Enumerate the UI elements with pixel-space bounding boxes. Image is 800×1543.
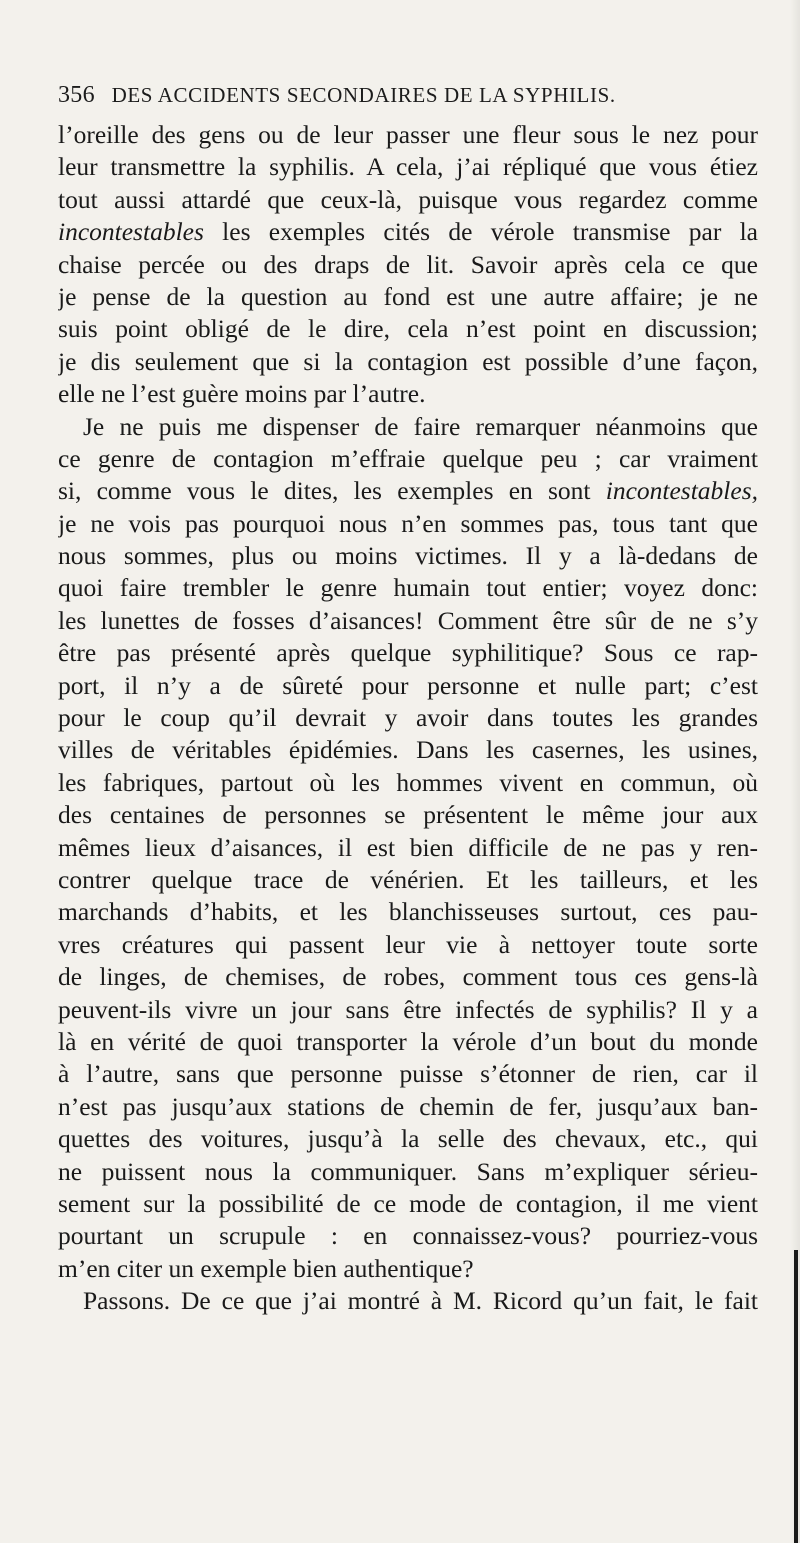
text-line (58, 475, 758, 507)
text-line (58, 1220, 758, 1252)
text-span: de linges, de chemises, de robes, comment tous ces gens-là (58, 962, 758, 992)
text-line (58, 1123, 758, 1155)
text-span: contrer quelque trace de vénérien. Et les tailleurs, et les (58, 864, 758, 894)
text-line (58, 961, 758, 993)
text-line (58, 1058, 758, 1090)
text-line (58, 281, 758, 313)
text-span: suis point obligé de le dire, cela n’est point en discussion; (58, 314, 758, 344)
text-span: les exemples cités de vérole transmise par la (203, 217, 758, 247)
binding-edge-mark (794, 1250, 798, 1543)
text-span: quoi faire trembler le genre humain tout entier; voyez donc: (58, 573, 758, 603)
text-span: Je ne puis me dispenser de faire remarquer néanmoins que (83, 411, 758, 441)
text-line (58, 1156, 758, 1188)
text-line (58, 637, 758, 669)
text-span: je dis seulement que si la contagion est possible d’une façon, (58, 346, 758, 376)
text-span: des centaines de personnes se présentent le même jour aux (58, 800, 758, 830)
text-span: je ne vois pas pourquoi nous n’en sommes pas, tous tant que (58, 508, 758, 538)
italic-text: incontestables (58, 217, 204, 247)
text-line (58, 443, 758, 475)
text-line (58, 994, 758, 1026)
text-line (58, 313, 758, 345)
text-span: les fabriques, partout où les hommes vivent en commun, où (58, 767, 758, 797)
text-line (58, 184, 758, 216)
text-span: Passons. De ce que j’ai montré à M. Ricord qu’un fait, le fait (83, 1286, 758, 1316)
text-line (58, 119, 758, 151)
text-line (58, 151, 758, 183)
text-span: chaise percée ou des draps de lit. Savoir après cela ce que (58, 249, 758, 279)
text-line (58, 1091, 758, 1123)
text-span: tout aussi attardé que ceux-là, puisque vous regardez comme (58, 184, 758, 214)
text-span: m’en citer un exemple bien authentique? (58, 1253, 474, 1283)
text-span: villes de véritables épidémies. Dans les casernes, les usines, (58, 735, 758, 765)
text-span: sement sur la possibilité de ce mode de contagion, il me vient (58, 1188, 758, 1218)
text-line (58, 1253, 758, 1285)
text-line (58, 346, 758, 378)
text-span: quettes des voitures, jusqu’à la selle des chevaux, etc., qui (58, 1124, 758, 1154)
text-line (58, 896, 758, 928)
body-text (58, 119, 758, 1317)
text-line (58, 929, 758, 961)
text-span: l’oreille des gens ou de leur passer une fleur sous le nez pour (58, 120, 758, 149)
running-title: DES ACCIDENTS SECONDAIRES DE LA SYPHILIS. (111, 83, 616, 107)
text-line (58, 216, 758, 248)
text-line (58, 572, 758, 604)
text-span: n’est pas jusqu’aux stations de chemin de fer, jusqu’aux ban- (58, 1091, 758, 1121)
text-line (58, 734, 758, 766)
text-line (58, 799, 758, 831)
text-span: nous sommes, plus ou moins victimes. Il y a là-dedans de (58, 541, 758, 571)
text-line (58, 540, 758, 572)
page-number: 356 (58, 82, 95, 108)
text-span: pourtant un scrupule : en connaissez-vous? pourriez-vous (58, 1221, 758, 1251)
text-line (58, 411, 758, 443)
italic-text: incontestables, (605, 476, 758, 506)
text-span: port, il n’y a de sûreté pour personne et nulle part; c’est (58, 670, 758, 700)
text-span: marchands d’habits, et les blanchisseuses surtout, ces pau- (58, 897, 758, 927)
text-line (58, 605, 758, 637)
text-line (58, 378, 758, 410)
text-span: pour le coup qu’il devrait y avoir dans toutes les grandes (58, 703, 758, 733)
text-line (58, 1188, 758, 1220)
text-line (58, 767, 758, 799)
text-span: peuvent-ils vivre un jour sans être infectés de syphilis? Il y a (58, 994, 758, 1024)
text-span: les lunettes de fosses d’aisances! Comment être sûr de ne s’y (58, 605, 758, 635)
text-line (58, 832, 758, 864)
running-header (58, 82, 758, 109)
text-line (58, 670, 758, 702)
text-span: ce genre de contagion m’effraie quelque peu ; car vraiment (58, 443, 758, 473)
text-span: si, comme vous le dites, les exemples en sont (58, 476, 606, 506)
text-span: mêmes lieux d’aisances, il est bien difficile de ne pas y ren- (58, 832, 758, 862)
text-span: à l’autre, sans que personne puisse s’étonner de rien, car il (58, 1059, 758, 1089)
text-span: vres créatures qui passent leur vie à nettoyer toute sorte (58, 929, 758, 959)
text-span: ne puissent nous la communiquer. Sans m’expliquer sérieu- (58, 1156, 758, 1186)
text-line (58, 702, 758, 734)
text-line (58, 1285, 758, 1317)
text-line (58, 1026, 758, 1058)
text-line (58, 508, 758, 540)
text-span: elle ne l’est guère moins par l’autre. (58, 379, 426, 409)
text-span: être pas présenté après quelque syphilitique? Sous ce rap- (58, 638, 758, 668)
text-line (58, 249, 758, 281)
text-line (58, 864, 758, 896)
text-span: là en vérité de quoi transporter la vérole d’un bout du monde (58, 1026, 758, 1056)
text-span: je pense de la question au fond est une autre affaire; je ne (58, 281, 758, 311)
text-span: leur transmettre la syphilis. A cela, j’ai répliqué que vous étiez (58, 152, 758, 182)
